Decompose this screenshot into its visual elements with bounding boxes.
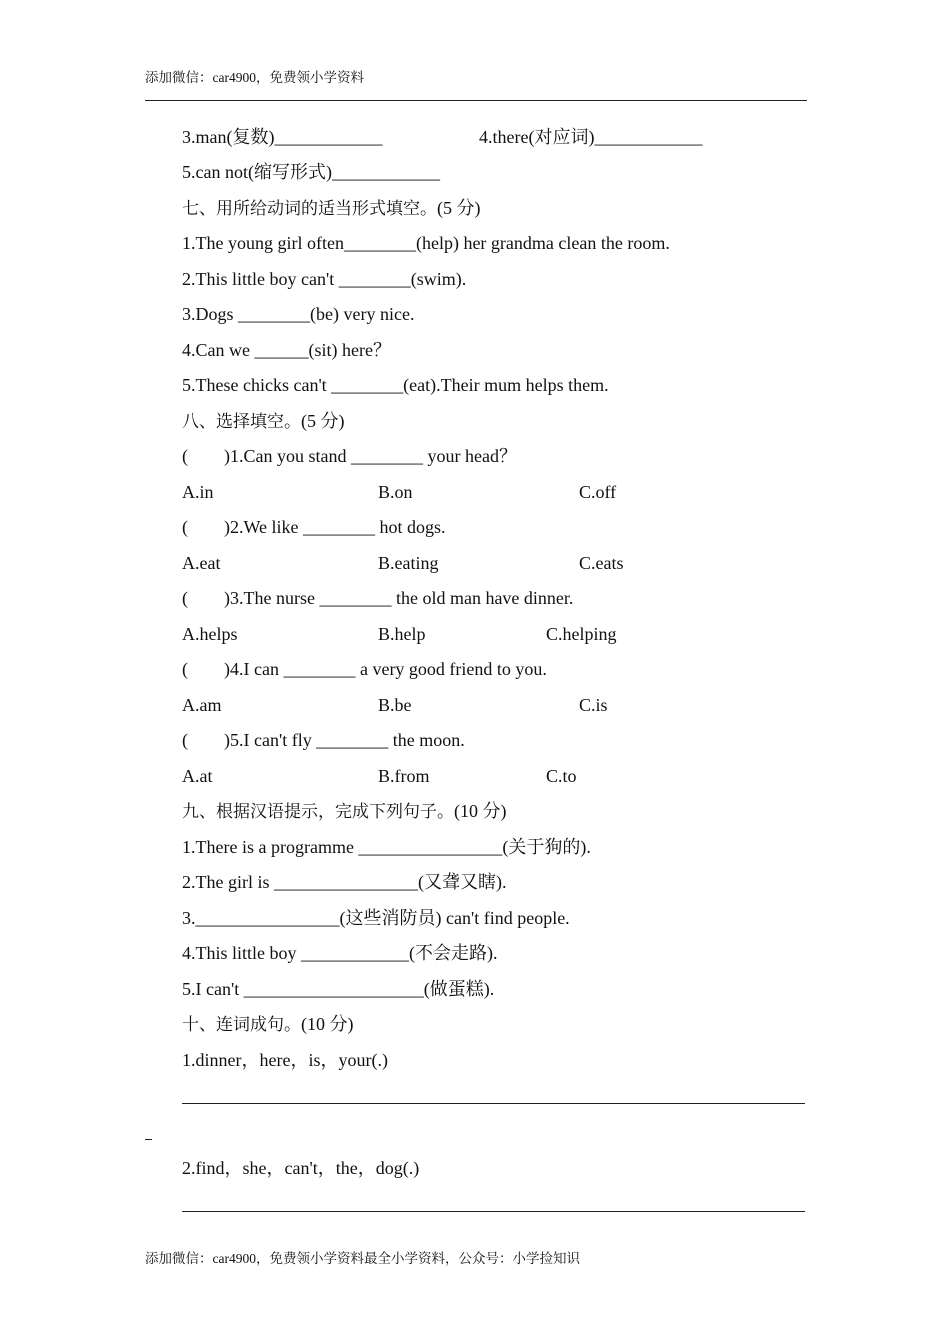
p9-item-3: 3.________________(这些消防员) can't find people. [182, 908, 570, 928]
p8-q1-option-a: A.in [182, 482, 214, 502]
p9-item-1: 1.There is a programme ________________(关于狗的). [182, 837, 591, 857]
section-8-title: 八、选择填空。 [182, 412, 301, 432]
section-9-heading [182, 800, 507, 823]
p8-q3-stem: ( )3.The nurse ________ the old man have dinner. [182, 588, 574, 608]
p8-q1-option-b: B.on [378, 482, 413, 502]
p8-q2-option-c: C.eats [579, 553, 624, 573]
section-9-score: (10 分) [454, 801, 507, 821]
p8-q2-option-b: B.eating [378, 553, 439, 573]
p8-q2-stem: ( )2.We like ________ hot dogs. [182, 517, 446, 537]
section-8-score: (5 分) [301, 411, 345, 431]
section-10-score: (10 分) [301, 1014, 354, 1034]
section-7-title: 七、用所给动词的适当形式填空。 [182, 199, 437, 219]
section-8-heading [182, 410, 345, 433]
p8-q1-option-c: C.off [579, 482, 617, 502]
answer-line-1 [182, 1103, 805, 1104]
answer-line-2 [182, 1211, 805, 1212]
page-footer: 添加微信：car4900，免费领小学资料最全小学资料，公众号：小学捡知识 [145, 1251, 580, 1266]
stray-dash [145, 1139, 152, 1140]
p8-q4-option-c: C.is [579, 695, 608, 715]
section-10-heading [182, 1013, 354, 1036]
p8-q3-option-c: C.helping [546, 624, 617, 644]
p7-item-5: 5.These chicks can't ________(eat).Their mum helps them. [182, 375, 609, 395]
p7-item-4: 4.Can we ______(sit) here？ [182, 340, 391, 360]
p7-item-1: 1.The young girl often________(help) her grandma clean the room. [182, 233, 670, 253]
p8-q1-stem: ( )1.Can you stand ________ your head？ [182, 446, 517, 466]
p7-item-2: 2.This little boy can't ________(swim). [182, 269, 467, 289]
p10-item-2: 2.find，she，can't，the，dog(.) [182, 1158, 420, 1178]
p8-q3-option-a: A.helps [182, 624, 238, 644]
p9-item-2: 2.The girl is ________________(又聋又瞎). [182, 872, 507, 892]
p9-item-4: 4.This little boy ____________(不会走路). [182, 943, 498, 963]
p8-q5-option-c: C.to [546, 766, 577, 786]
p8-q3-option-b: B.help [378, 624, 426, 644]
section-9-title: 九、根据汉语提示，完成下列句子。 [182, 802, 454, 822]
p10-item-1: 1.dinner，here，is，your(.) [182, 1050, 388, 1070]
p8-q4-option-a: A.am [182, 695, 222, 715]
p8-q4-stem: ( )4.I can ________ a very good friend to you. [182, 659, 547, 679]
p8-q2-option-a: A.eat [182, 553, 221, 573]
p8-q5-option-b: B.from [378, 766, 430, 786]
section-10-title: 十、连词成句。 [182, 1015, 301, 1035]
section-7-score: (5 分) [437, 198, 481, 218]
p8-q4-option-b: B.be [378, 695, 412, 715]
p9-item-5: 5.I can't ____________________(做蛋糕). [182, 979, 495, 999]
p6-q5: 5.can not(缩写形式)____________ [182, 162, 440, 182]
p8-q5-stem: ( )5.I can't fly ________ the moon. [182, 730, 465, 750]
p6-q3: 3.man(复数)____________ [182, 127, 383, 147]
p6-q4: 4.there(对应词)____________ [479, 127, 703, 147]
p8-q5-option-a: A.at [182, 766, 213, 786]
p7-item-3: 3.Dogs ________(be) very nice. [182, 304, 415, 324]
header-rule [145, 100, 807, 101]
page-header: 添加微信：car4900，免费领小学资料 [145, 70, 364, 85]
section-7-heading [182, 197, 481, 220]
